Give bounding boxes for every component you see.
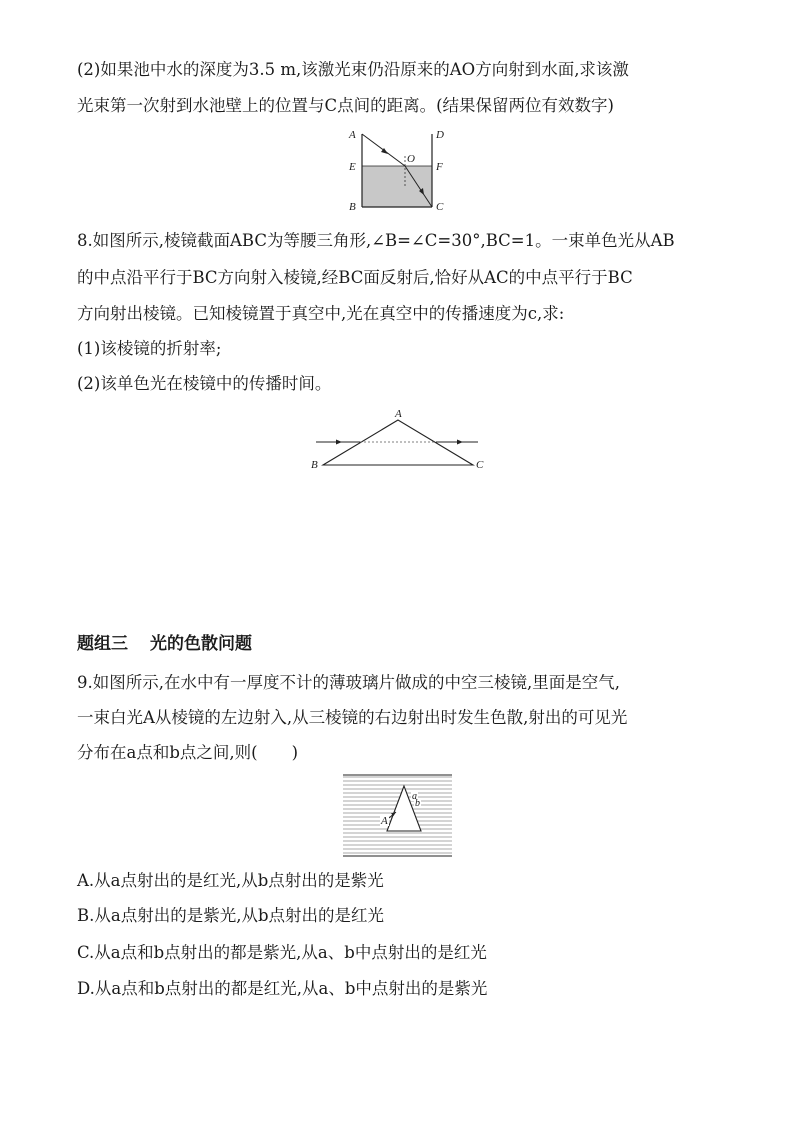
label-A: A <box>381 815 388 827</box>
label-a: a <box>412 791 417 802</box>
q8-line2: 的中点沿平行于BC方向射入棱镜,经BC面反射后,恰好从AC的中点平行于BC <box>77 268 633 287</box>
label-D: D <box>436 129 444 141</box>
label-C: C <box>436 201 444 213</box>
label-O: O <box>407 153 415 165</box>
pool-figure <box>345 128 455 213</box>
label-F: F <box>436 161 443 173</box>
prism-figure <box>308 410 498 480</box>
section-subtitle: 光的色散问题 <box>150 634 252 654</box>
label-E: E <box>349 161 356 173</box>
water-prism-figure <box>342 774 454 858</box>
out-arrow-icon <box>457 440 463 445</box>
q8-line3: 方向射出棱镜。已知棱镜置于真空中,光在真空中的传播速度为c,求: <box>77 304 565 323</box>
label-C: C <box>476 459 484 471</box>
label-b: b <box>415 798 420 809</box>
section-title: 题组三 <box>77 634 128 654</box>
q9-line3-text: 分布在a点和b点之间,则( <box>77 743 258 762</box>
option-c[interactable]: C.从a点和b点射出的都是紫光,从a、b中点射出的是红光 <box>77 943 487 962</box>
option-b[interactable]: B.从a点射出的是紫光,从b点射出的是红光 <box>77 906 385 925</box>
q9-line3 <box>77 742 298 764</box>
q9-line3-close: ) <box>291 743 299 762</box>
q8-line4: (1)该棱镜的折射率; <box>77 339 222 358</box>
q9-line2: 一束白光A从棱镜的左边射入,从三棱镜的右边射出时发生色散,射出的可见光 <box>77 708 628 727</box>
in-arrow-icon <box>336 440 342 445</box>
q8-line5: (2)该单色光在棱镜中的传播时间。 <box>77 374 332 393</box>
q7-part2-line2: 光束第一次射到水池壁上的位置与C点间的距离。(结果保留两位有效数字) <box>77 96 614 115</box>
option-a[interactable]: A.从a点射出的是红光,从b点射出的是紫光 <box>77 871 384 890</box>
pool-water <box>362 166 432 207</box>
label-A: A <box>349 129 356 141</box>
label-B: B <box>349 201 356 213</box>
q7-part2-line1: (2)如果池中水的深度为3.5 m,该激光束仍沿原来的AO方向射到水面,求该激 <box>77 60 629 79</box>
option-d[interactable]: D.从a点和b点射出的都是红光,从a、b中点射出的是紫光 <box>77 979 488 998</box>
label-A: A <box>395 408 402 420</box>
section-heading <box>77 633 252 655</box>
label-B: B <box>311 459 318 471</box>
q8-line1: 8.如图所示,棱镜截面ABC为等腰三角形,∠B=∠C=30°,BC=1。一束单色光从AB <box>77 231 675 250</box>
q9-line1: 9.如图所示,在水中有一厚度不计的薄玻璃片做成的中空三棱镜,里面是空气, <box>77 673 620 692</box>
